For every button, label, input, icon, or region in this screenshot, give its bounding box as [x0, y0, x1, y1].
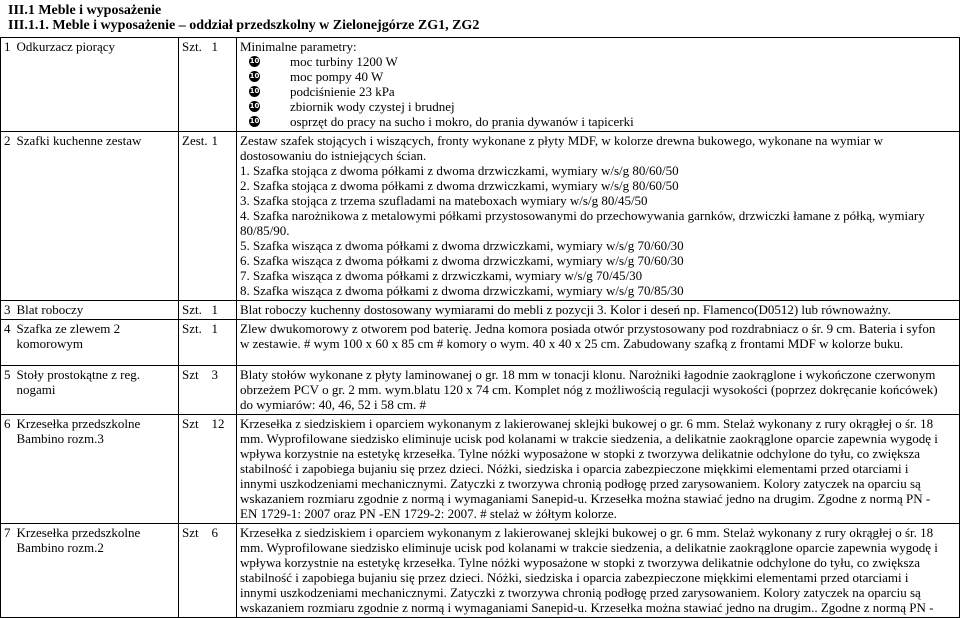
table-row — [1, 366, 960, 415]
table-row — [1, 301, 960, 320]
row-number: 1 — [1, 38, 14, 132]
furniture-table — [0, 37, 960, 618]
item-quantity: 1 — [209, 320, 237, 366]
row-number: 6 — [1, 415, 14, 524]
item-quantity: 1 — [209, 38, 237, 132]
item-quantity: 12 — [209, 415, 237, 524]
bullet-icon: 10 — [249, 72, 260, 80]
section-heading: III.1 Meble i wyposażenie — [8, 3, 162, 18]
list-item: 10 podciśnienie 23 kPa — [249, 84, 395, 99]
row-number: 2 — [1, 132, 14, 301]
bullet-icon: 10 — [249, 102, 260, 110]
item-unit: Szt. — [179, 320, 209, 366]
list-item: 10 moc pompy 40 W — [249, 69, 384, 84]
row-number: 4 — [1, 320, 14, 366]
item-unit: Szt. — [179, 301, 209, 320]
item-unit: Szt. — [179, 38, 209, 132]
bullet-icon: 10 — [249, 87, 260, 95]
item-name: Krzesełka przedszkolne Bambino rozm.2 — [14, 524, 179, 618]
item-description: Zestaw szafek stojących i wiszących, fronty wykonane z płyty MDF, w kolorze drewna bukowego, wykonane na wymiar w dostosowaniu do istniejących ścian. 1. Szafka stojąca z dwoma półkami z dwoma drzwiczkami, wymiary w/s/g 80/60/50 2. Szafka stojąca z dwoma półkami z dwoma drzwiczkami, wymiary w/s/g 80/60/50 3. Szafka stojąca z trzema szufladami na mateboxach wymiary w/s/g 80/45/50 4. Szafka narożnikowa z metalowymi półkami przystosowanymi do przechowywania garnków, drzwiczki łamane z półką, wymiary 80/85/90. 5. Szafka wisząca z dwoma półkami z dwoma drzwiczkami, wymiary w/s/g 70/60/30 6. Szafka wisząca z dwoma półkami z dwoma drzwiczkami, wymiary w/s/g 70/60/30 7. Szafka wisząca z dwoma półkami z drzwiczkami, wymiary w/s/g 70/45/30 8. Szafka wisząca z dwoma półkami z dwoma drzwiczkami, wymiary w/s/g 70/85/30 — [237, 132, 960, 301]
item-quantity: 3 — [209, 366, 237, 415]
item-description: Blaty stołów wykonane z płyty laminowanej o gr. 18 mm w tonacji klonu. Narożniki łagodnie zaokrąglone i wykończone czerwonym obrzeżem PCV o gr. 2 mm. wym.blatu 120 x 74 cm. Komplet nóg z możliwością regulacji wysokości (poprzez dokręcanie końcówek) do wymiarów: 40, 46, 52 i 58 cm. # — [237, 366, 960, 415]
item-quantity: 6 — [209, 524, 237, 618]
table-row — [1, 320, 960, 366]
item-description: Krzesełka z siedziskiem i oparciem wykonanym z lakierowanej sklejki bukowej o gr. 6 mm. Stelaż wykonany z rury okrągłej o śr. 18 mm. Wyprofilowane siedzisko eliminuje ucisk pod kolanami w trakcie siedzenia, a delikatnie zaokrąglone oparcie zapewnia wygodę i wpływa korzystnie na estetykę krzesełka. Tylne nóżki wyposażone w stopki z tworzywa delikatnie odchylone do tyłu, co zwiększa stabilność i zapobiega bujaniu się przez dzieci. Nóżki, siedziska i oparcia zabezpieczone miękkimi elementami przed otarciami i innymi uszkodzeniami mechanicznymi. Zatyczki z tworzywa chronią podłogę przed zarysowaniem. Kolory zatyczek na oparciu są wskazaniem rozmiaru zgodnie z normą i wymaganiami Sanepid-u. Krzesełka można stawiać jedno na drugim. Zgodne z normą PN - EN 1729-1: 2007 oraz PN -EN 1729-2: 2007. # stelaż w żółtym kolorze. — [237, 415, 960, 524]
list-item: 10 moc turbiny 1200 W — [249, 54, 398, 69]
bullet-icon: 10 — [249, 117, 260, 125]
list-item: 10 zbiornik wody czystej i brudnej — [249, 99, 455, 114]
item-unit: Szt — [179, 524, 209, 618]
table-row — [1, 132, 960, 301]
table-row — [1, 415, 960, 524]
item-name: Stoły prostokątne z reg. nogami — [14, 366, 179, 415]
list-item: 10 osprzęt do pracy na sucho i mokro, do prania dywanów i tapicerki — [249, 114, 634, 129]
item-name: Odkurzacz piorący — [14, 38, 179, 132]
table-row — [1, 524, 960, 618]
item-description — [237, 38, 960, 132]
item-name: Krzesełka przedszkolne Bambino rozm.3 — [14, 415, 179, 524]
item-unit: Szt — [179, 415, 209, 524]
item-unit: Szt — [179, 366, 209, 415]
item-quantity: 1 — [209, 132, 237, 301]
subsection-heading: III.1.1. Meble i wyposażenie – oddział przedszkolny w Zielonejgórze ZG1, ZG2 — [8, 18, 480, 33]
item-unit: Zest. — [179, 132, 209, 301]
item-name: Szafka ze zlewem 2 komorowym — [14, 320, 179, 366]
item-name: Blat roboczy — [14, 301, 179, 320]
item-quantity: 1 — [209, 301, 237, 320]
item-description: Zlew dwukomorowy z otworem pod baterię. Jedna komora posiada otwór przystosowany pod rozdrabniacz o śr. 9 cm. Bateria i syfon w zestawie. # wym 100 x 60 x 85 cm # komory o wym. 40 x 40 x 25 cm. Zabudowany szafką z frontami MDF w kolorze buku. — [237, 320, 960, 366]
item-name: Szafki kuchenne zestaw — [14, 132, 179, 301]
table-row — [1, 38, 960, 132]
parameter-list — [240, 54, 956, 129]
row-number: 7 — [1, 524, 14, 618]
row-number: 3 — [1, 301, 14, 320]
item-description: Blat roboczy kuchenny dostosowany wymiarami do mebli z pozycji 3. Kolor i deseń np. Flamenco(D0512) lub równoważny. — [237, 301, 960, 320]
bullet-icon: 10 — [249, 57, 260, 65]
row-number: 5 — [1, 366, 14, 415]
description-title: Minimalne parametry: — [240, 39, 357, 54]
item-description: Krzesełka z siedziskiem i oparciem wykonanym z lakierowanej sklejki bukowej o gr. 6 mm. Stelaż wykonany z rury okrągłej o śr. 18 mm. Wyprofilowane siedzisko eliminuje ucisk pod kolanami w trakcie siedzenia, a delikatnie zaokrąglone oparcie zapewnia wygodę i wpływa korzystnie na estetykę krzesełka. Tylne nóżki wyposażone w stopki z tworzywa delikatnie odchylone do tyłu, co zwiększa stabilność i zapobiega bujaniu się przez dzieci. Nóżki, siedziska i oparcia zabezpieczone miękkimi elementami przed otarciami i innymi uszkodzeniami mechanicznymi. Zatyczki z tworzywa chronią podłogę przed zarysowaniem. Kolory zatyczek na oparciu są wskazaniem rozmiaru zgodnie z normą i wymaganiami Sanepid-u. Krzesełka można stawiać jedno na drugim.. Zgodne z normą PN - — [237, 524, 960, 618]
